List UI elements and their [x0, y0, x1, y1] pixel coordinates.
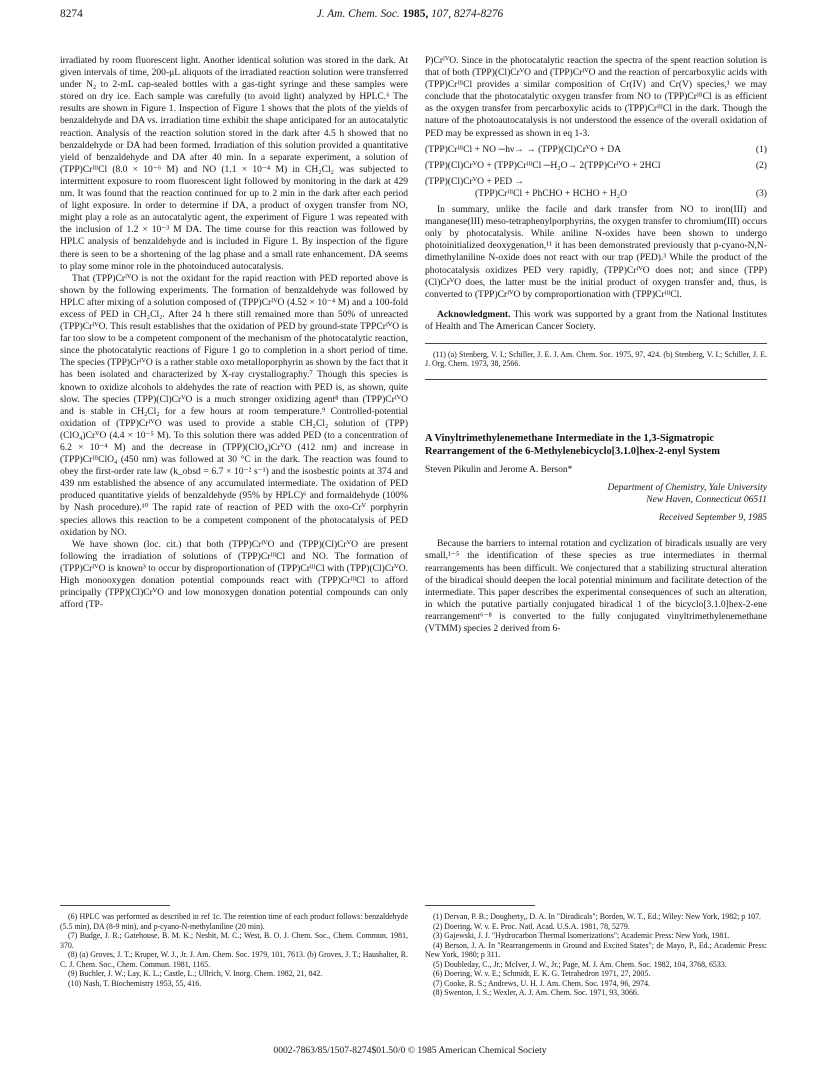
equation-text: (TPP)(Cl)CrⱽO + (TPP)CrᴵᴵᴵCl ─H₂O→ 2(TPP)CrᴵⱽO + 2HCl	[425, 159, 661, 171]
footnote: (8) Swenton, J. S.; Wexler, A. J. Am. Chem. Soc. 1971, 93, 3066.	[433, 988, 639, 997]
footnote: (3) Gajewski, J. J. "Hydrocarbon Thermal Isomerizations"; Academic Press: New York, 1981.	[433, 931, 730, 940]
footnote: (9) Buchler, J. W.; Lay, K. L.; Castle, L.; Ullrich, V. Inorg. Chem. 1982, 21, 842.	[68, 969, 323, 978]
right-column	[425, 55, 767, 635]
equation-number: (1)	[755, 143, 767, 155]
running-header	[0, 8, 820, 24]
acknowledgment-heading: Acknowledgment.	[437, 308, 511, 320]
acknowledgment	[425, 309, 767, 333]
acknowledgment-text: This work was supported by a grant from the National Institutes of Health and The American Cancer Society.	[425, 308, 767, 332]
paragraph: P)CrᴵⱽO. Since in the photocatalytic reaction the spectra of the spent reaction solution is that of both (TPP)(Cl)CrⱽO and (TPP)CrᴵⱽO and the reaction of percarboxylic acids with (TPP)CrᴵᴵᴵCl provides a similar composition of Cr(IV) and Cr(V) species,¹ we may conclude that the photocatalytic oxygen transfer from NO to (TPP)CrᴵᴵᴵCl is as efficient as the oxygen transfer from percarboxylic acids to (TPP)CrᴵᴵᴵCl in the dark. Though the nature of the photoautocatalysis is not understood the essence of the overall oxidation of PED may be expressed as shown in eq 1-3.	[425, 55, 767, 139]
footnote-rule	[60, 905, 170, 906]
footnote: (1) Dervan, P. B.; Dougherty,, D. A. In "Diradicals"; Borden, W. T., Ed.; Wiley: New York, 1982; p 107.	[433, 912, 761, 921]
paragraph: Because the barriers to internal rotation and cyclization of biradicals usually are very small,¹⁻⁵ the identification of these species as true intermediates in thermal rearrangements has been difficult. We conjectured that a stabilizing structural alteration of the biradical should deepen the local potential minimum and facilitate detection of the intermediate. This paper describes the experimental consequences of such an alteration, in which the putative partially conjugated biradical 1 of the bicyclo[3.1.0]hex-2-ene rearrangement⁶⁻⁸ is converted to the fully conjugated vinyltrimethylenemethane (VTMM) species 2 derived from 6-	[425, 538, 767, 634]
equation-text: (TPP)CrᴵᴵᴵCl + PhCHO + HCHO + H₂O	[475, 187, 627, 199]
paragraph: That (TPP)CrᴵⱽO is not the oxidant for the rapid reaction with PED reported above is shown by the following experiments. The formation of benzaldehyde was followed by HPLC after mixing of a solution composed of (TPP)CrᴵⱽO (4.52 × 10⁻⁴ M) and a 100-fold excess of PED in CH₂Cl₂. After 24 h there still remained more than 50% of unreacted (TPP)CrᴵⱽO. This result establishes that the oxidation of PED by ground-state TPPCrᴵⱽO is far too slow to be a competent component of the mechanism of the photocatalytic reaction, since the photocatalytic reactions of Figure 1 go to completion in a short period of time. The species (TPP)CrᴵⱽO is a rather stable oxo metalloporphyrin as shown by the fact that it has been isolated and characterized by X-ray crystallography.⁷ Though this species is known to oxidize alcohols to aldehydes the rate of reaction with PED is, as shown, quite slow. The species (TPP)(Cl)CrⱽO is a much stronger oxidizing agent⁸ than (TPP)CrᴵⱽO and is stable in CH₂Cl₂ for a few hours at room temperature.⁹ Controlled-potential oxidation of (TPP)CrᴵⱽO was used to provide a stable CH₂Cl₂ solution of (TPP)(ClO₄)CrⱽO (4.4 × 10⁻⁵ M). To this solution there was added PED (to a concentration of 6.2 × 10⁻⁴ M) and the decrease in (TPP)(ClO₄)CrⱽO (412 nm) and increase in (TPP)CrᴵᴵᴵClO₄ (450 nm) was followed at 30 °C in the dark. The reaction was found to obey the first-order rate law (k_obsd = 6.7 × 10⁻² s⁻¹) and the isosbestic points at 374 and 439 nm established the absence of any accumulated intermediate. The oxidation of PED produced quantitative yields of benzaldehyde (95% by HPLC)⁶ and formaldehyde (100% by Nash procedure).¹⁰ The rapid rate of reaction of PED with the oxo-Crⱽ porphyrin species allows this reaction to be a competent component of the photocatalysis of PED oxidation by NO.	[60, 272, 408, 538]
copyright-footer: 0002-7863/85/1507-8274$01.50/0 © 1985 American Chemical Society	[273, 1045, 547, 1056]
footnote: (5) Doubleday, C., Jr.; McIver, J. W., Jr.; Page, M. J. Am. Chem. Soc. 1982, 104, 3768, 6533.	[433, 959, 727, 969]
footnote-rule	[425, 905, 535, 906]
left-footnotes	[60, 912, 408, 988]
equation-text: (TPP)CrᴵᴵᴵCl + NO ─hν→ → (TPP)(Cl)CrⱽO + DA	[425, 143, 622, 155]
received-date: Received September 9, 1985	[658, 512, 767, 524]
journal-year: 1985,	[402, 8, 429, 20]
journal-name: J. Am. Chem. Soc.	[316, 8, 400, 20]
journal-citation	[0, 8, 820, 20]
authors: Steven Pikulin and Jerome A. Berson*	[425, 463, 573, 475]
paragraph: In summary, unlike the facile and dark transfer from NO to iron(III) and manganese(III) meso-tetraphenylporphyrins, the oxygen transfer to chromium(III) occurs only by photocatalysis. While aniline N-oxides have been shown to undergo photoinitialized deoxygenation,¹¹ it has been demonstrated previously that p-cyano-N,N-dimethylaniline N-oxide does not react with our trap (PED).³ While the product of the photocatalysis oxidizes PED very rapidly, (TPP)CrᴵⱽO does not; and since (TPP)(Cl)CrⱽO does, the latter must be the initial product of oxygen transfer and, thus, is converted to (TPP)CrᴵⱽO by comproportionation with (TPP)CrᴵᴵᴵCl.	[425, 204, 767, 300]
paragraph: irradiated by room fluorescent light. Another identical solution was stored in the dark. At given intervals of time, 200-μL aliquots of the irradiated reaction solution were transferred under N₂ to 2-mL cap-sealed bottles with a gas-tight syringe and these samples were stored on dry ice. Each sample was carefully (to avoid light) analyzed by HPLC.⁶ The results are shown in Figure 1. Inspection of Figure 1 shows that the plots of the yields of benzaldehyde and DA vs. irradiation time exhibit the shape anticipated for an autocatalytic reaction. Analysis of the reaction solution stored in the dark after 4.5 h showed that no benzaldehyde or DA had been formed. Irradiation of this solution provided a quantitative yield of benzaldehyde and DA after 40 min. In a separate experiment, a solution of (TPP)CrᴵᴵᴵCl (8.0 × 10⁻⁶ M) and NO (1.1 × 10⁻⁴ M) in CH₂Cl₂ was subjected to intermittent exposure to room fluorescent light followed by monitoring in the dark at 429 nm. It was found that the reaction continued for up to 2 min in the dark after each period of light exposure. In order to determine if DA, a product of oxygen transfer from NO, might play a role as an autocatalytic agent, the experiment of Figure 1 was repeated with the inclusion of 1.2 × 10⁻³ M DA. The time course for this reaction was followed by HPLC analysis of benzaldehyde and is included in Figure 1. By inspection of the figure there is seen to be a shortening of the lag phase and a small rate enhancement. DA seems to play some minor role in the photoinduced autocatalysis.	[60, 55, 408, 272]
footnote: (8) (a) Groves, J. T.; Kruper, W. J., Jr. J. Am. Chem. Soc. 1979, 101, 7613. (b) Groves, J. T.; Haushalter, R. C. J. Chem. Soc., Chem. Commun. 1981, 1165.	[60, 950, 408, 969]
right-footnotes	[425, 912, 767, 998]
footnote: (6) Doering, W. v. E.; Schmidt, E. K. G. Tetrahedron 1971, 27, 2005.	[433, 969, 651, 978]
footnote: (6) HPLC was performed as described in ref 1c. The retention time of each product follows: benzaldehyde (5.5 min), DA (8-9 min), and p-cyano-N-methylaniline (20 min).	[60, 912, 408, 931]
affiliation-line: New Haven, Connecticut 06511	[646, 494, 767, 506]
journal-volume-pages: 107, 8274-8276	[431, 8, 504, 20]
footnote: (11) (a) Stenberg, V. I.; Schiller, J. E. J. Am. Chem. Soc. 1975, 97, 424. (b) Stenberg, V. I.; Schiller, J. E. J. Org. Chem. 1973, 38, 2566.	[425, 349, 767, 369]
equation-2	[425, 160, 767, 172]
equation-text: (TPP)(Cl)CrⱽO + PED →	[425, 175, 525, 187]
equation-number: (3)	[755, 187, 767, 199]
footnote: (10) Nash, T. Biochemistry 1953, 55, 416.	[68, 978, 202, 988]
footnote: (2) Doering, W. v. E. Proc. Natl. Acad. U.S.A. 1981, 78, 5279.	[433, 921, 630, 931]
affiliation	[425, 482, 767, 524]
footnote: (7) Cooke, R. S.; Andrews, U. H. J. Am. Chem. Soc. 1974, 96, 2974.	[433, 978, 650, 988]
equation-3-line-1	[425, 176, 767, 188]
page-number: 8274	[60, 8, 83, 20]
affiliation-line: Department of Chemistry, Yale University	[607, 482, 767, 494]
paragraph: We have shown (loc. cit.) that both (TPP)CrᴵⱽO and (TPP)(Cl)CrⱽO are present following the irradiation of solutions of (TPP)CrᴵᴵᴵCl and NO. The formation of (TPP)CrᴵⱽO is known³ to occur by disproportionation of (TPP)CrᴵᴵᴵCl with (TPP)(Cl)CrⱽO. High monooxygen donation potential compounds react with (TPP)CrᴵᴵᴵCl to afford principally (TPP)(Cl)CrⱽO and low monoxygen donation potential compounds can only afford (TP-	[60, 538, 408, 611]
equation-3-line-2	[425, 188, 767, 200]
article-title: A Vinyltrimethylenemethane Intermediate in the 1,3-Sigmatropic Rearrangement of the 6-Methylenebicyclo[3.1.0]hex-2-enyl System	[425, 432, 720, 457]
equation-1	[425, 144, 767, 156]
footnote: (7) Budge, J. R.; Gatehouse, B. M. K.; Nesbit, M. C.; West, B. O. J. Chem. Soc., Chem. Commun. 1981, 370.	[60, 931, 408, 950]
footnote: (4) Berson, J. A. In "Rearrangements in Ground and Excited States"; de Mayo, P., Ed.; Academic Press: New York, 1980; p 311.	[425, 940, 767, 959]
left-column	[60, 55, 408, 611]
equation-number: (2)	[755, 159, 767, 171]
